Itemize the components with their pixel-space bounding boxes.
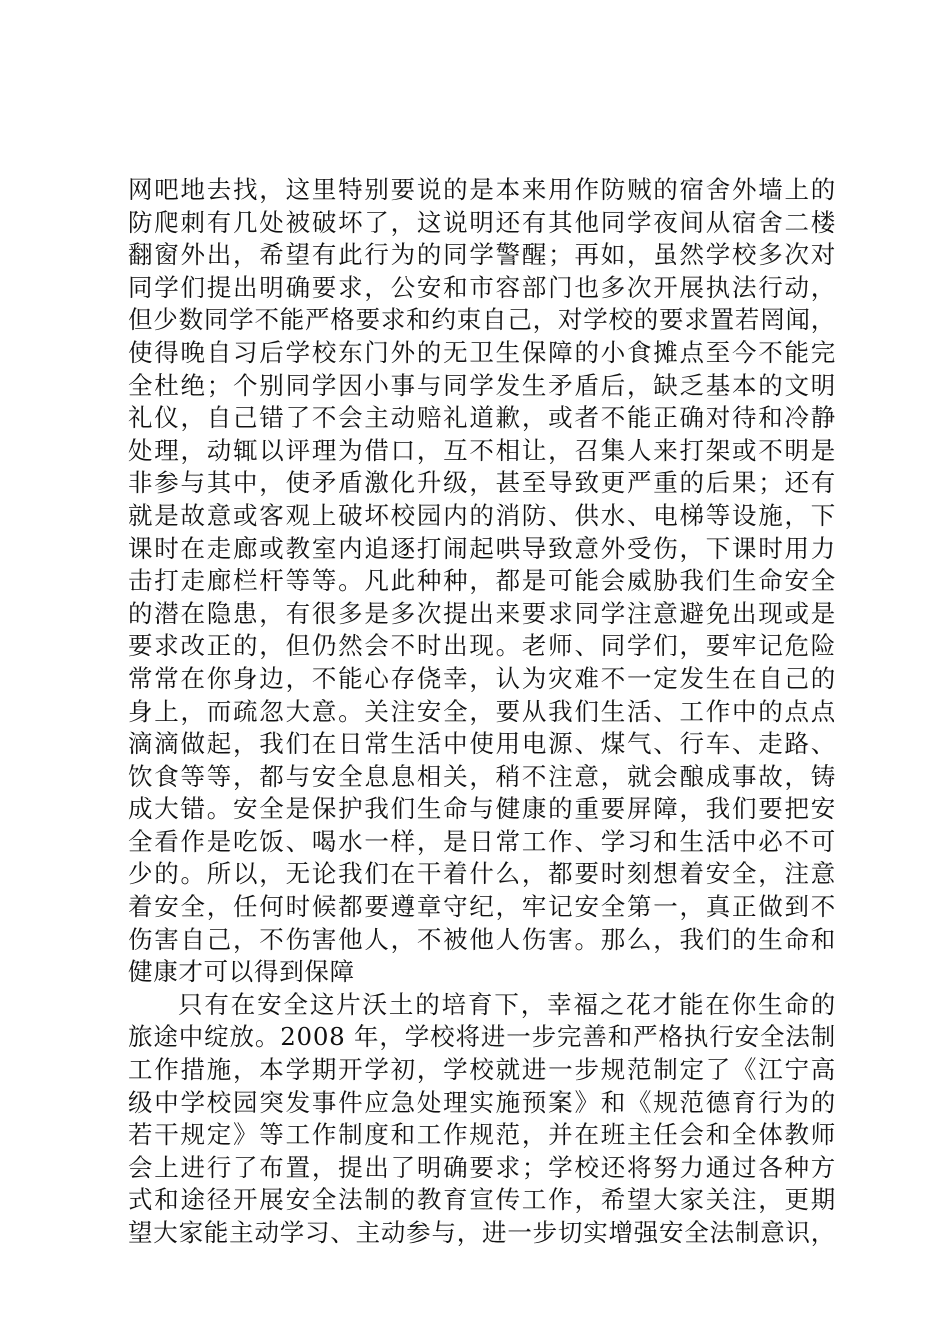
text-line: 健康才可以得到保障: [128, 957, 355, 987]
text-line: 成大错。安全是保护我们生命与健康的重要屏障，我们要把安: [128, 794, 836, 824]
text-line: 但少数同学不能严格要求和约束自己，对学校的要求置若罔闻，: [128, 305, 836, 335]
text-line: 使得晚自习后学校东门外的无卫生保障的小食摊点至今不能完: [128, 337, 836, 367]
text-line: 网吧地去找，这里特别要说的是本来用作防贼的宿舍外墙上的: [128, 175, 836, 204]
text-line: 处理，动辄以评理为借口，互不相让，召集人来打架或不明是: [128, 435, 836, 465]
text-line: 全杜绝；个别同学因小事与同学发生矛盾后，缺乏基本的文明: [128, 370, 836, 400]
text-line: 只有在安全这片沃土的培育下，幸福之花才能在你生命的: [178, 989, 836, 1019]
text-line: 常常在你身边，不能心存侥幸，认为灾难不一定发生在自己的: [128, 663, 836, 693]
body-text: [128, 174, 836, 1250]
text-line: 望大家能主动学习、主动参与，进一步切实增强安全法制意识，: [128, 1218, 836, 1247]
text-line: 的潜在隐患，有很多是多次提出来要求同学注意避免出现或是: [128, 598, 836, 628]
text-line: 翻窗外出，希望有此行为的同学警醒；再如，虽然学校多次对: [128, 240, 836, 270]
text-line: 滴滴做起，我们在日常生活中使用电源、煤气、行车、走路、: [128, 729, 836, 759]
text-line: 工作措施，本学期开学初，学校就进一步规范制定了《江宁高: [128, 1055, 836, 1085]
text-line: 会上进行了布置，提出了明确要求；学校还将努力通过各种方: [128, 1152, 836, 1182]
text-line: 饮食等等，都与安全息息相关，稍不注意，就会酿成事故，铸: [128, 761, 836, 791]
text-line: 非参与其中，使矛盾激化升级，甚至导致更严重的后果；还有: [128, 468, 836, 498]
text-line: 同学们提出明确要求，公安和市容部门也多次开展执法行动，: [128, 272, 836, 302]
text-line: 着安全，任何时候都要遵章守纪，牢记安全第一，真正做到不: [128, 892, 836, 922]
text-line: 防爬刺有几处被破坏了，这说明还有其他同学夜间从宿舍二楼: [128, 207, 836, 237]
text-line: 课时在走廊或教室内追逐打闹起哄导致意外受伤，下课时用力: [128, 533, 836, 563]
text-line: 礼仪，自己错了不会主动赔礼道歉，或者不能正确对待和冷静: [128, 403, 836, 433]
text-line: 式和途径开展安全法制的教育宣传工作，希望大家关注，更期: [128, 1185, 836, 1215]
text-line: 旅途中绽放。2008 年，学校将进一步完善和严格执行安全法制: [128, 1022, 836, 1052]
text-line: 击打走廊栏杆等等。凡此种种，都是可能会威胁我们生命安全: [128, 566, 836, 596]
text-line: 若干规定》等工作制度和工作规范，并在班主任会和全体教师: [128, 1120, 836, 1150]
text-line: 就是故意或客观上破坏校园内的消防、供水、电梯等设施，下: [128, 500, 836, 530]
text-line: 伤害自己，不伤害他人，不被他人伤害。那么，我们的生命和: [128, 924, 836, 954]
text-line: 全看作是吃饭、喝水一样，是日常工作、学习和生活中必不可: [128, 826, 836, 856]
paragraph-2: [128, 989, 836, 1250]
text-line: 级中学校园突发事件应急处理实施预案》和《规范德育行为的: [128, 1087, 836, 1117]
paragraph-1: [128, 174, 836, 989]
text-line: 要求改正的，但仍然会不时出现。老师、同学们，要牢记危险: [128, 631, 836, 661]
text-line: 少的。所以，无论我们在干着什么，都要时刻想着安全，注意: [128, 859, 836, 889]
text-line: 身上，而疏忽大意。关注安全，要从我们生活、工作中的点点: [128, 696, 836, 726]
